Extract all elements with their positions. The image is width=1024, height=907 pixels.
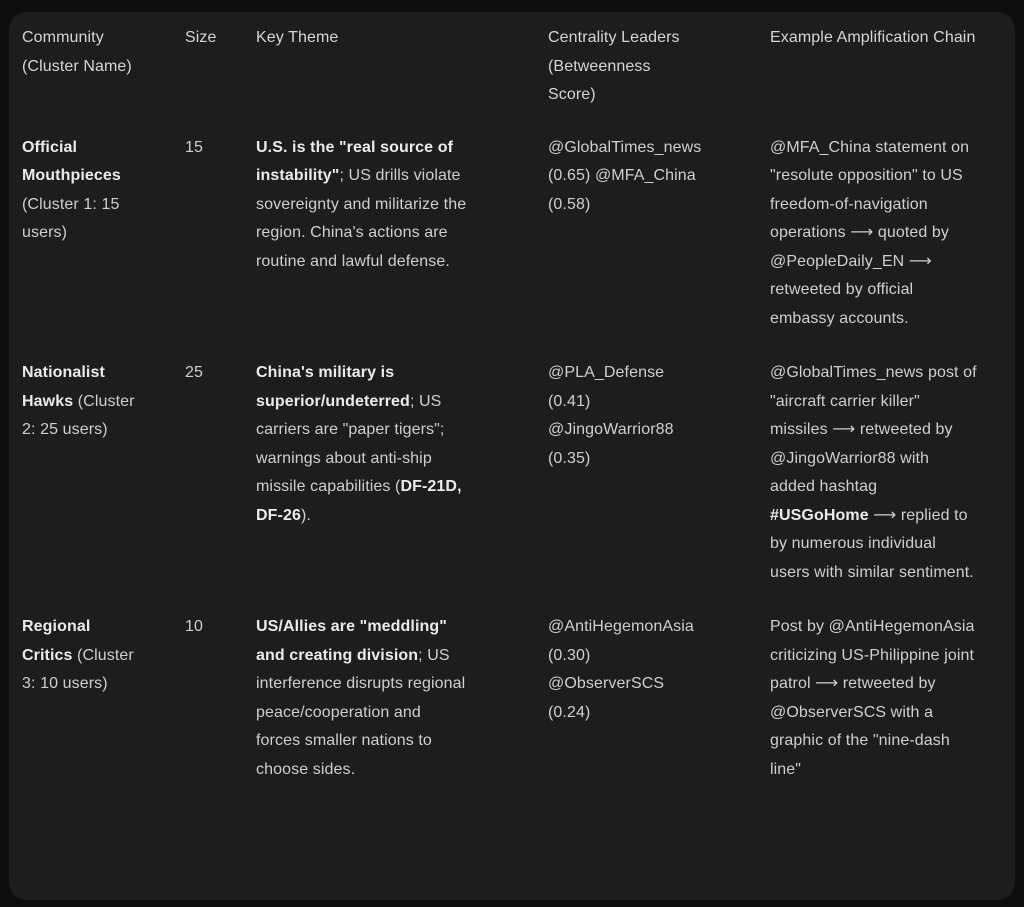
text-run: @MFA_China statement on "resolute opposition" to US freedom-of-navigation operations ⟶ quoted by @PeopleDaily_EN ⟶ retweeted by official embassy accounts. xyxy=(770,138,970,327)
text-run: @AntiHegemonAsia (0.30) @ObserverSCS (0.24) xyxy=(548,618,694,721)
centrality-leaders-cell xyxy=(548,359,770,613)
text-run: ; US carriers are "paper tigers"; warnings about anti-ship missile capabilities ( xyxy=(256,392,445,495)
header-centrality-leaders: Centrality Leaders (Betweenness Score) xyxy=(548,29,680,103)
centrality-leaders-cell xyxy=(548,613,770,810)
table-header xyxy=(22,24,1003,134)
header-amplification-chain: Example Amplification Chain xyxy=(770,29,976,46)
community-cell xyxy=(22,613,185,810)
bold-text-run: DF-21D, DF-26 xyxy=(256,478,462,524)
text-run: ⟶ replied to by numerous individual users with similar sentiment. xyxy=(770,506,974,581)
size-cell: 25 xyxy=(185,364,203,381)
key-theme-cell xyxy=(256,613,548,810)
key-theme-cell xyxy=(256,134,548,360)
text-run: @PLA_Defense (0.41) @JingoWarrior88 (0.35) xyxy=(548,364,674,467)
text-run: (Cluster 2: 25 users) xyxy=(22,392,135,438)
header-community: Community (Cluster Name) xyxy=(22,29,132,75)
bold-text-run: Regional Critics xyxy=(22,618,91,664)
bold-text-run: China's military is superior/undeterred xyxy=(256,364,410,410)
text-run: Post by @AntiHegemonAsia criticizing US-Philippine joint patrol ⟶ retweeted by @ObserverSCS with a graphic of the "nine-dash line" xyxy=(770,618,975,778)
table-row xyxy=(22,134,1003,360)
amplification-chain-cell xyxy=(770,134,1003,360)
bold-text-run: U.S. is the "real source of instability" xyxy=(256,138,454,184)
bold-text-run: US/Allies are "meddling" and creating division xyxy=(256,618,447,664)
bold-text-run: #USGoHome xyxy=(770,506,869,524)
text-run: @GlobalTimes_news post of "aircraft carrier killer" missiles ⟶ retweeted by @JingoWarrior88 with added hashtag xyxy=(770,364,977,495)
table-row xyxy=(22,359,1003,613)
text-run: (Cluster 3: 10 users) xyxy=(22,646,134,692)
text-run: @GlobalTimes_news (0.65) @MFA_China (0.58) xyxy=(548,138,702,213)
community-cell xyxy=(22,134,185,360)
size-cell: 10 xyxy=(185,618,203,635)
community-cell xyxy=(22,359,185,613)
table-card xyxy=(9,12,1015,900)
centrality-leaders-cell xyxy=(548,134,770,360)
table-header-row xyxy=(22,24,1003,134)
amplification-chain-cell xyxy=(770,359,1003,613)
table-body xyxy=(22,134,1003,811)
header-key-theme: Key Theme xyxy=(256,29,339,46)
size-cell: 15 xyxy=(185,138,203,156)
text-run: ). xyxy=(300,506,311,524)
text-run: (Cluster 1: 15 users) xyxy=(22,195,120,241)
bold-text-run: Official Mouthpieces xyxy=(22,138,121,184)
table-row xyxy=(22,613,1003,810)
text-run: ; US drills violate sovereignty and militarize the region. China's actions are routine and lawful defense. xyxy=(256,167,467,270)
community-analysis-table xyxy=(22,24,1003,810)
amplification-chain-cell xyxy=(770,613,1003,810)
bold-text-run: Nationalist Hawks xyxy=(22,364,105,410)
header-size: Size xyxy=(185,29,217,46)
key-theme-cell xyxy=(256,359,548,613)
text-run: ; US interference disrupts regional peace/cooperation and forces smaller nations to choose sides. xyxy=(256,646,466,778)
